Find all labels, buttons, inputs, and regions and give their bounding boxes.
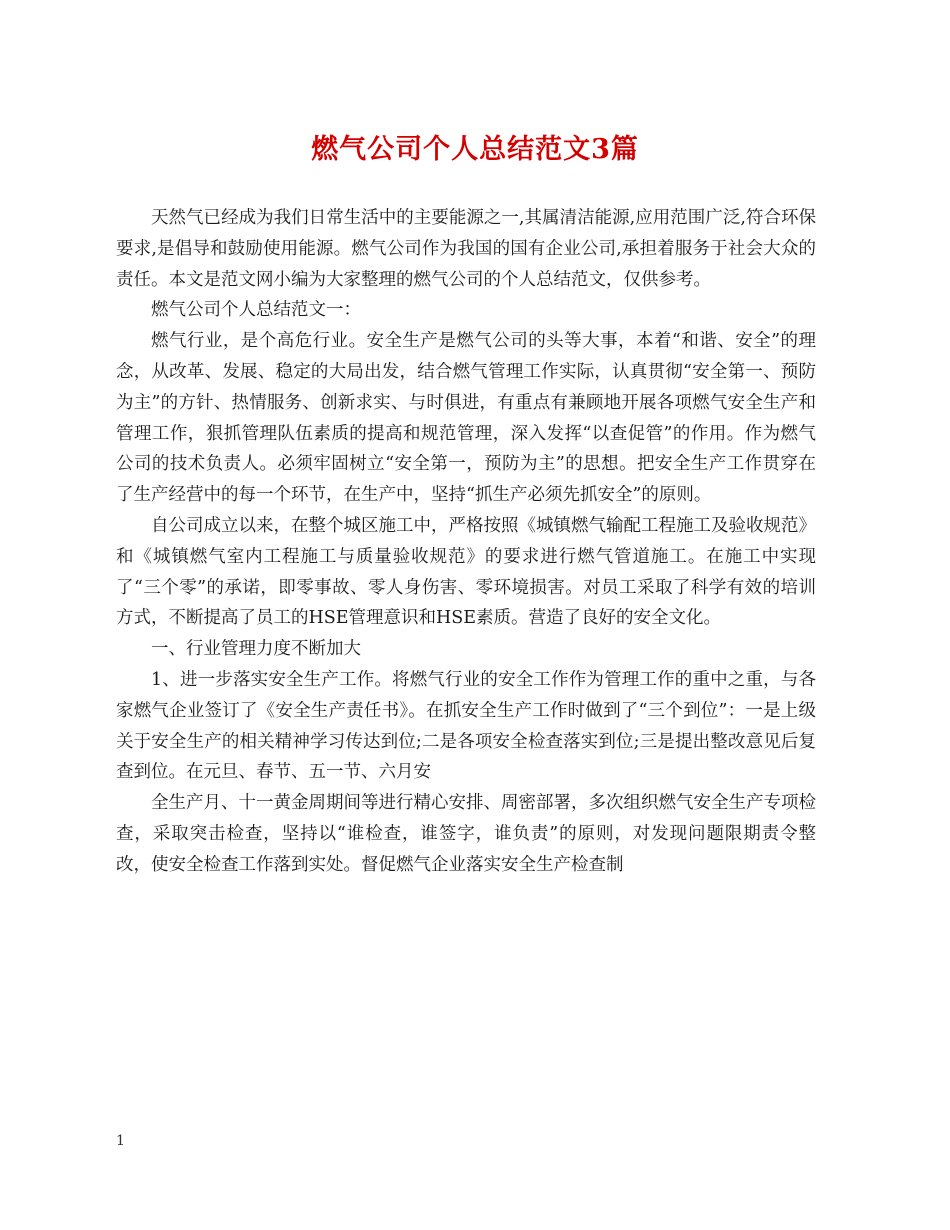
document-body xyxy=(116,203,816,881)
paragraph-item-1: 1、进一步落实安全生产工作。将燃气行业的安全工作作为管理工作的重中之重，与各家燃气企业签订了《安全生产责任书》。在抓安全生产工作时做到了“三个到位”：一是上级关于安全生产的相关精神学习传达到位;二是各项安全检查落实到位;三是提出整改意见后复查到位。在元旦、春节、五一节、六月安 xyxy=(116,669,816,783)
paragraph-intro: 天然气已经成为我们日常生活中的主要能源之一,其属清洁能源,应用范围广泛,符合环保要求,是倡导和鼓励使用能源。燃气公司作为我国的国有企业公司,承担着服务于社会大众的责任。本文是范文网小编为大家整理的燃气公司的个人总结范文，仅供参考。 xyxy=(116,208,816,290)
paragraph-continuation: 全生产月、十一黄金周期间等进行精心安排、周密部署，多次组织燃气安全生产专项检查，采取突击检查，坚持以“谁检查，谁签字，谁负责”的原则，对发现问题限期责令整改，使安全检查工作落到实处。督促燃气企业落实安全生产检查制 xyxy=(116,793,816,875)
paragraph-safety: 燃气行业，是个高危行业。安全生产是燃气公司的头等大事，本着“和谐、安全”的理念，从改革、发展、稳定的大局出发，结合燃气管理工作实际，认真贯彻“安全第一、预防为主”的方针、热情服务、创新求实、与时俱进，有重点有兼顾地开展各项燃气安全生产和管理工作，狠抓管理队伍素质的提高和规范管理，深入发挥“以查促管”的作用。作为燃气公司的技术负责人。必须牢固树立“安全第一，预防为主”的思想。把安全生产工作贯穿在了生产经营中的每一个环节，在生产中，坚持“抓生产必须先抓安全”的原则。 xyxy=(116,331,816,506)
page-number: 1 xyxy=(116,1133,125,1149)
document-title: 燃气公司个人总结范文3篇 xyxy=(311,134,639,165)
paragraph-section-heading: 燃气公司个人总结范文一： xyxy=(151,300,361,321)
paragraph-construction: 自公司成立以来，在整个城区施工中，严格按照《城镇燃气输配工程施工及验收规范》和《城镇燃气室内工程施工与质量验收规范》的要求进行燃气管道施工。在施工中实现了“三个零”的承诺，即零事故、零人身伤害、零环境损害。对员工采取了科学有效的培训方式，不断提高了员工的HSE管理意识和HSE素质。营造了良好的安全文化。 xyxy=(116,515,816,629)
paragraph-subheading: 一、行业管理力度不断加大 xyxy=(151,639,361,660)
